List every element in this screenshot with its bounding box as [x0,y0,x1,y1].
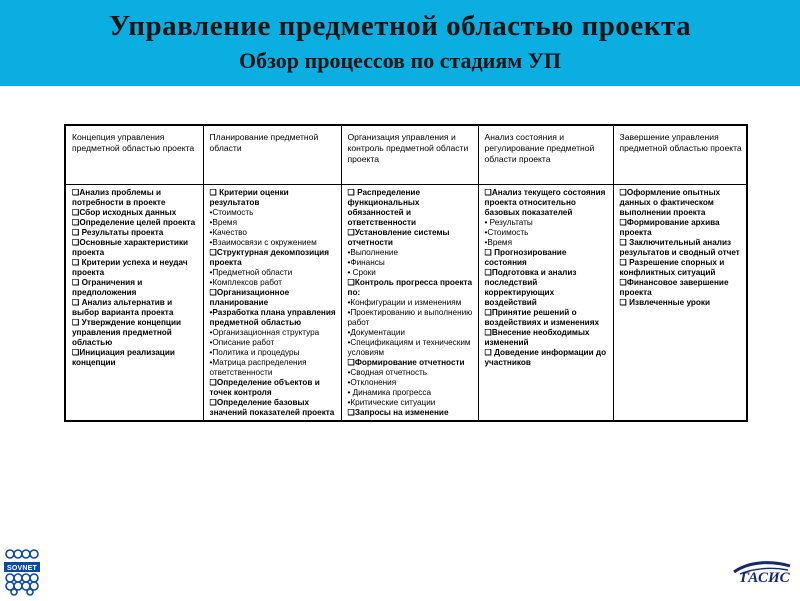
list-item: •Финансы [347,258,385,267]
list-item: ❑Формирование отчетности [347,358,465,367]
list-item: ❑Инициация реализации концепции [72,348,175,367]
list-item: ❑Принятие решений о воздействиях и изменениях [484,308,600,327]
list-item: ❑ Извлеченные уроки [619,298,711,307]
list-item: •Организационная структура [209,328,320,337]
list-item: ❑Установление системы отчетности [347,228,450,247]
column-analysis-regulation-cell [478,185,613,422]
list-item: ❑ Заключительный анализ результатов и сводный отчет [619,238,740,257]
sovnet-logo [4,548,40,596]
list-item: •Документации [347,328,405,337]
list-item: ❑Сбор исходных данных [72,208,177,217]
list-item: •Время [209,218,237,227]
header-concept: Концепция управления предметной областью проекта [65,125,203,185]
list-item: ❑ Разрешение спорных и конфликтных ситуаций [619,258,725,277]
column-organization-control-cell [341,185,478,422]
list-item: ❑ Прогнозирование состояния [484,248,567,267]
header-completion: Завершение управления предметной областью проекта [613,125,747,185]
list-item: •Матрица распределения ответственности [209,358,307,377]
table-header-row [65,125,747,185]
list-item: ❑Контроль прогресса проекта по: [347,278,473,297]
list-item: ❑Подготовка и анализ последствий корректирующих воздействий [484,268,577,307]
list-item: •Выполнение [347,248,399,257]
list-item: •Разработка плана управления предметной областью [209,308,336,327]
list-item: •Политика и процедуры [209,348,300,357]
list-item: •Сводная отчетность [347,368,428,377]
list-item: ❑ Критерии оценки результатов [209,188,289,207]
process-stages-table [64,124,748,422]
list-item: ❑Определение целей проекта [72,218,196,227]
list-item: • Динамика прогресса [347,388,432,397]
slide-title: Управление предметной областью проекта [108,10,692,42]
list-item: •Проектированию и выполнению работ [347,308,473,327]
list-item: ❑Основные характеристики проекта [72,238,189,257]
list-item: •Предметной области [209,268,293,277]
list-item: ❑Внесение необходимых изменений [484,328,590,347]
column-completion-cell [613,185,747,422]
sovnet-chain-icon [4,548,40,596]
list-item: ❑ Доведение информации до участников [484,348,607,367]
header-analysis-regulation: Анализ состояния и регулирование предметной области проекта [478,125,613,185]
list-item: ❑ Ограничения и предположения [72,278,143,297]
list-item: ❑Определение базовых значений показателей проекта [209,398,335,417]
gasis-logo [730,560,794,594]
list-item: ❑ Анализ альтернатив и выбор варианта проекта [72,298,174,317]
list-item: ❑Финансовое завершение проекта [619,278,729,297]
list-item: •Взаимосвязи с окружением [209,238,317,247]
list-item: •Критические ситуации [347,398,436,407]
list-item: ❑ Результаты проекта [72,228,164,237]
column-planning-cell [203,185,341,422]
list-item: ❑ Критерии успеха и неудач проекта [72,258,188,277]
column-concept-cell [65,185,203,422]
list-item: •Отклонения [347,378,397,387]
slide-subtitle: Обзор процессов по стадиям УП [238,48,561,73]
list-item: •Спецификациям и техническим условиям [347,338,471,357]
sovnet-logo-text: SOVNET [7,565,37,572]
list-item: ❑Запросы на изменение [347,408,449,417]
list-item: •Комплексов работ [209,278,283,287]
list-item: •Качество [209,228,247,237]
gasis-logo-text: ГАСИС [740,570,790,586]
table-row [65,185,747,422]
list-item: ❑ Утверждение концепции управления предметной областью [72,318,182,347]
list-item: ❑Оформление опытных данных о фактическом выполнении проекта [619,188,721,217]
list-item: •Конфигурации и изменениям [347,298,462,307]
header-organization-control: Организация управления и контроль предметной области проекта [341,125,478,185]
list-item: • Сроки [347,268,376,277]
list-item: ❑Структурная декомпозиция проекта [209,248,329,267]
list-item: • Результаты [484,218,533,227]
list-item: ❑ Распределение функциональных обязанностей и ответственности [347,188,421,227]
list-item: •Стоимость [484,228,529,237]
list-item: ❑Анализ текущего состояния проекта относительно базовых показателей [484,188,606,217]
list-item: ❑Определение объектов и точек контроля [209,378,320,397]
list-item: •Описание работ [209,338,275,347]
list-item: ❑Формирование архива проекта [619,218,720,237]
header-planning: Планирование предметной области [203,125,341,185]
list-item: •Стоимость [209,208,254,217]
list-item: ❑Организационное планирование [209,288,290,307]
list-item: •Время [484,238,512,247]
list-item: ❑Анализ проблемы и потребности в проекте [72,188,166,207]
